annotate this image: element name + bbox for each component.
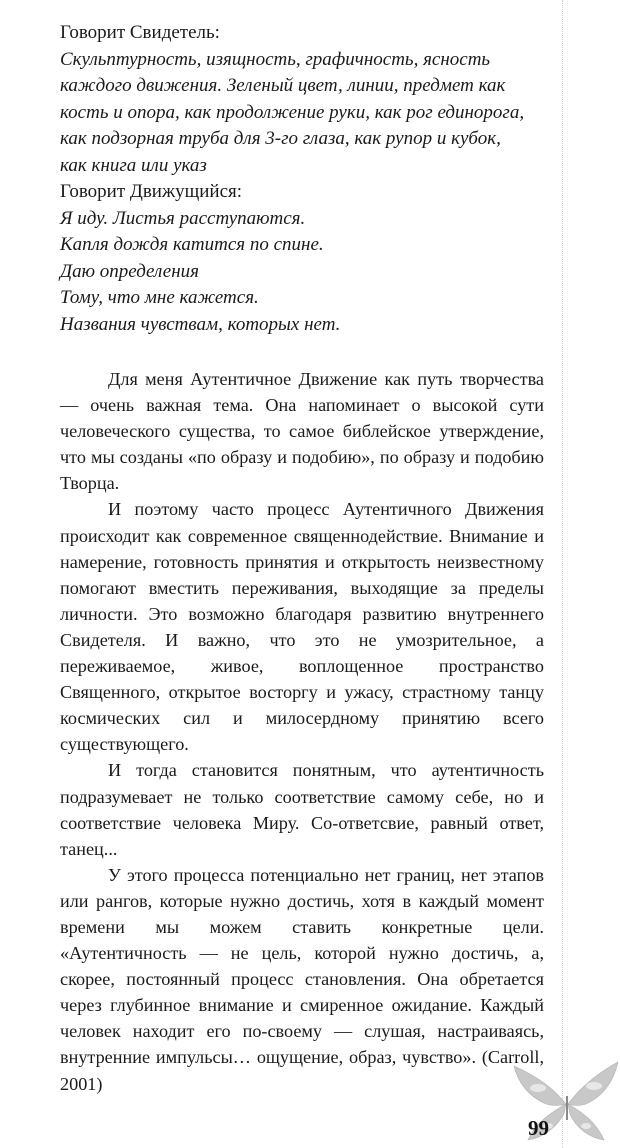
butterfly-icon xyxy=(508,1052,620,1148)
verse-line: кость и опора, как продолжение руки, как рог единорога, xyxy=(60,101,525,123)
verse-line: каждого движения. Зеленый цвет, линии, предмет как xyxy=(60,75,506,96)
paragraph: У этого процесса потенциально нет границ, нет этапов или рангов, которые нужно достичь, хотя в каждый момент времени мы можем ставить конкретные цели. «Аутентичность — не цель, которой нужно достичь, а, скорее, постоянный процесс становления. Она обретается через глубинное внимание и смиренное ожидание. Каждый человек находит его по-своему — слушая, настраиваясь, внутренние импульсы… ощущение, образ, чувство». (Carroll, 2001) xyxy=(60,864,544,1094)
verse-line: как подзорная труба для 3-го глаза, как рупор и кубок, xyxy=(60,128,501,149)
poem-block xyxy=(60,20,560,338)
page-edge-divider xyxy=(562,0,563,1148)
verse-speaker-witness: Говорит Свидетель: xyxy=(60,22,220,43)
verse-line: Скульптурность, изящность, графичность, ясность xyxy=(60,48,491,70)
verse-line: Капля дождя катится по спине. xyxy=(60,234,324,255)
verse-line: Я иду. Листья расступаются. xyxy=(60,207,306,229)
paragraph: Для меня Аутентичное Движение как путь творчества — очень важная тема. Она напоминает о высокой сути человеческого существа, то самое библейское утверждение, что мы созданы «по образу и подобию», по образу и подобию Творца. xyxy=(60,369,544,494)
page-number: 99 xyxy=(528,1116,549,1140)
verse-line: Тому, что мне кажется. xyxy=(60,287,259,308)
verse-speaker-mover: Говорит Движущийся: xyxy=(60,181,243,202)
paragraph: И поэтому часто процесс Аутентичного Движения происходит как современное священнодействие. Внимание и намерение, готовность принятия и открытость неизвестному помогают вместить переживания, выходящие за пределы личности. Это возможно благодаря развитию внутреннего Свидетеля. И важно, что это не умозрительное, а переживаемое, живое, воплощенное пространство Священного, открытое восторгу и ужасу, страстному танцу космических сил и милосердному принятию всего существующего. xyxy=(60,499,544,755)
verse-line: Даю определения xyxy=(60,260,199,282)
verse-line: Названия чувствам, которых нет. xyxy=(60,313,341,335)
body-text xyxy=(60,366,544,1097)
verse-line: как книга или указ xyxy=(60,154,207,176)
paragraph: И тогда становится понятным, что аутентичность подразумевает не только соответствие самому себе, но и соответствие человека Миру. Со-ответсвие, равный ответ, танец... xyxy=(60,760,544,859)
